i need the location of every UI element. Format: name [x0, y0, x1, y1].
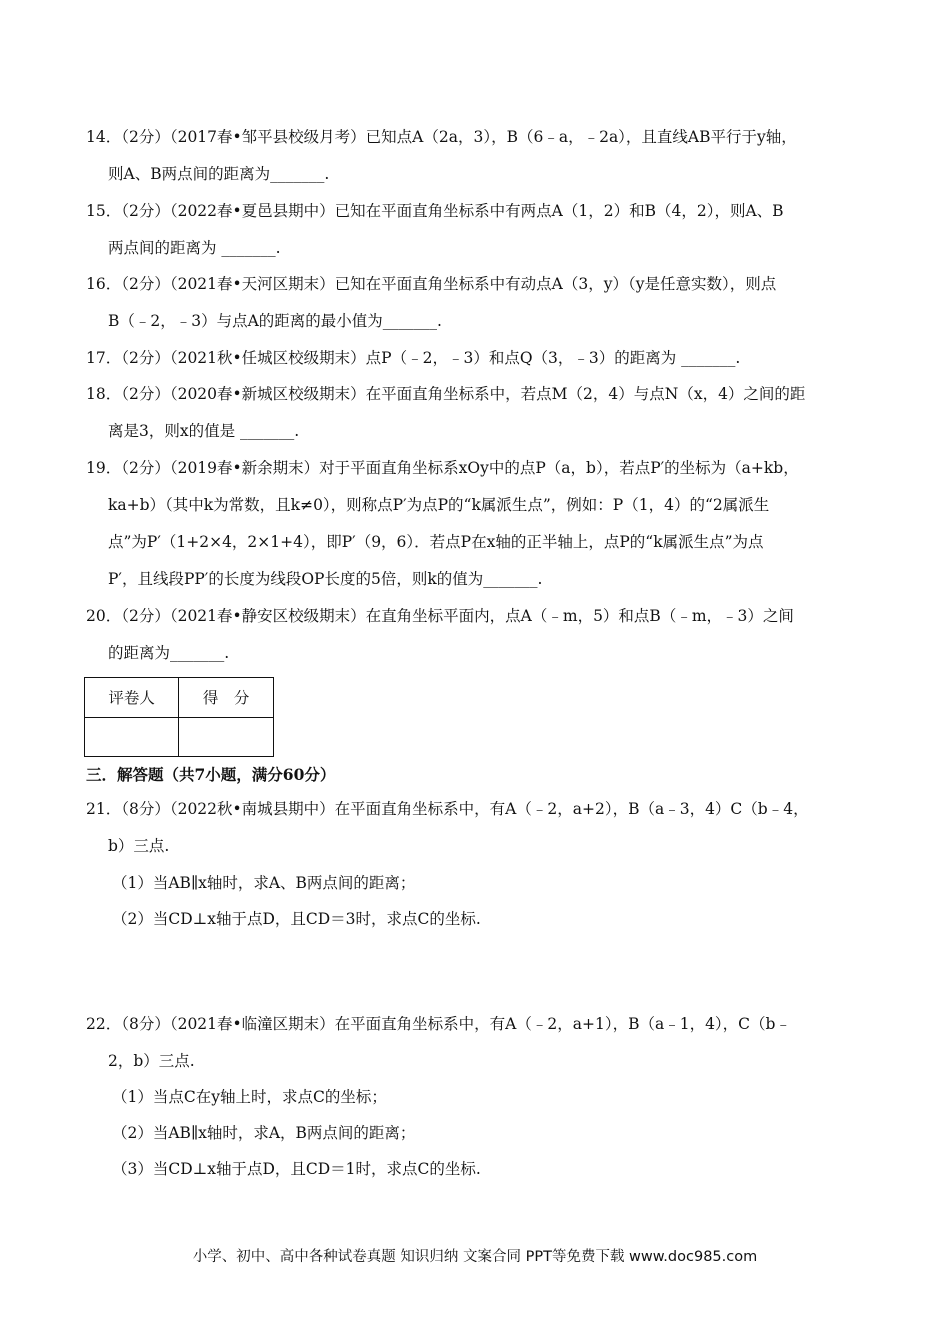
- q18-line1: 18．（2分）（2020春•新城区校级期末）在平面直角坐标系中，若点M（2，4）与点N（x，4）之间的距: [86, 385, 806, 403]
- grader-label: 评卷人: [85, 678, 179, 718]
- q21-sub2: （2）当CD⊥x轴于点D，且CD＝3时，求点C的坐标.: [112, 910, 481, 928]
- q20-line2: 的距离为_______.: [108, 644, 230, 662]
- q17-line1: 17．（2分）（2021秋•任城区校级期末）点P（﹣2，﹣3）和点Q（3，﹣3）的距离为 _______.: [86, 349, 741, 367]
- q14-line2: 则A、B两点间的距离为_______.: [108, 165, 330, 183]
- q22-sub3: （3）当CD⊥x轴于点D，且CD＝1时，求点C的坐标.: [112, 1160, 481, 1178]
- section-title: 三．解答题（共7小题，满分60分）: [86, 765, 336, 784]
- q19-line4: P′，且线段PP′的长度为线段OP长度的5倍，则k的值为_______.: [108, 570, 543, 588]
- q21-line2: b）三点.: [108, 837, 170, 855]
- q19-line3: 点”为P′（1+2×4，2×1+4），即P′（9，6）．若点P在x轴的正半轴上，点P的“k属派生点”为点: [108, 533, 764, 551]
- q19-line1: 19．（2分）（2019春•新余期末）对于平面直角坐标系xOy中的点P（a，b），若点P′的坐标为（a+kb，: [86, 459, 799, 477]
- grader-cell: [85, 717, 179, 757]
- q15-line2: 两点间的距离为 _______.: [108, 239, 281, 257]
- page-footer: 小学、初中、高中各种试卷真题 知识归纳 文案合同 PPT等免费下载 www.doc985.com: [192, 1249, 758, 1265]
- q22-sub2: （2）当AB∥x轴时，求A，B两点间的距离；: [112, 1124, 416, 1142]
- q16-line2: B（﹣2，﹣3）与点A的距离的最小值为_______.: [108, 312, 442, 330]
- score-label: 得 分: [179, 678, 274, 718]
- score-table: [84, 677, 274, 757]
- q15-line1: 15．（2分）（2022春•夏邑县期中）已知在平面直角坐标系中有两点A（1，2）和B（4，2），则A、B: [86, 202, 784, 220]
- q22-sub1: （1）当点C在y轴上时，求点C的坐标；: [112, 1088, 387, 1106]
- score-cell: [179, 717, 274, 757]
- q18-line2: 离是3，则x的值是 _______.: [108, 422, 300, 440]
- q16-line1: 16．（2分）（2021春•天河区期末）已知在平面直角坐标系中有动点A（3，y）（y是任意实数），则点: [86, 275, 777, 293]
- q19-line2: ka+b）（其中k为常数，且k≠0），则称点P′为点P的“k属派生点”，例如：P（1，4）的“2属派生: [108, 496, 770, 514]
- q22-line2: 2，b）三点.: [108, 1052, 195, 1070]
- q14-line1: 14．（2分）（2017春•邹平县校级月考）已知点A（2a，3），B（6﹣a，﹣2a），且直线AB平行于y轴，: [86, 128, 797, 146]
- q21-line1: 21．（8分）（2022秋•南城县期中）在平面直角坐标系中，有A（﹣2，a+2），B（a﹣3，4）C（b﹣4，: [86, 800, 809, 818]
- q21-sub1: （1）当AB∥x轴时，求A、B两点间的距离；: [112, 874, 416, 892]
- q20-line1: 20．（2分）（2021春•静安区校级期末）在直角坐标平面内，点A（﹣m，5）和点B（﹣m，﹣3）之间: [86, 607, 794, 625]
- q22-line1: 22．（8分）（2021春•临潼区期末）在平面直角坐标系中，有A（﹣2，a+1），B（a﹣1，4），C（b﹣: [86, 1015, 791, 1033]
